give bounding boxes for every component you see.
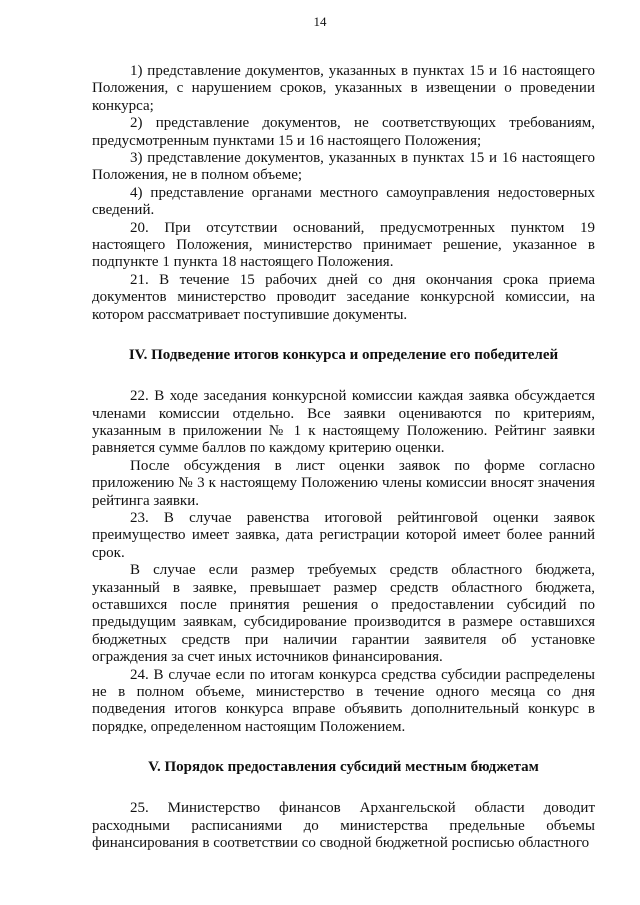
paragraph-22-evaluation: После обсуждения в лист оценки заявок по форме согласно приложению № 3 к настоящему Положению члены комиссии вносят значения рейтинга заявки. [92,457,595,509]
paragraph-19-3: 3) представление документов, указанных в пунктах 15 и 16 настоящего Положения, не в полном объеме; [92,150,595,184]
paragraph-22: 22. В ходе заседания конкурсной комиссии каждая заявка обсуждается членами комиссии отдельно. Все заявки оцениваются по критериям, указанным в приложении № 1 к настоящему Положению. Рейтинг заявки равняется сумме баллов по каждому критерию оценки. [92,388,595,457]
paragraph-19-1: 1) представление документов, указанных в пунктах 15 и 16 настоящего Положения, с нарушением сроков, указанных в извещении о проведении конкурса; [92,63,595,114]
paragraph-19-4: 4) представление органами местного самоуправления недостоверных сведений. [92,184,595,219]
paragraph-20: 20. При отсутствии оснований, предусмотренных пунктом 19 настоящего Положения, министерство принимает решение, указанное в подпункте 1 пункта 18 настоящего Положения. [92,219,595,271]
paragraph-24: 24. В случае если по итогам конкурса средства субсидии распределены не в полном объеме, министерство в течение одного месяца со дня подведения итогов конкурса вправе объявить дополнительный конкурс в порядке, определенном настоящим Положением. [92,666,595,735]
paragraph-25: 25. Министерство финансов Архангельской области доводит расходными расписаниями до министерства предельные объемы финансирования в соответствии со сводной бюджетной росписью областного [92,800,595,852]
paragraph-19-2: 2) представление документов, не соответствующих требованиям, предусмотренным пунктами 15 и 16 настоящего Положения; [92,115,595,149]
paragraph-23: 23. В случае равенства итоговой рейтинговой оценки заявок преимущество имеет заявка, дата регистрации которой имеет более ранний срок. [92,509,595,561]
page-number: 14 [313,14,327,29]
paragraph-21: 21. В течение 15 рабочих дней со дня окончания срока приема документов министерство проводит заседание конкурсной комиссии, на котором рассматривает поступившие документы. [92,271,595,323]
document-body [92,63,595,852]
section-heading-v: V. Порядок предоставления субсидий местным бюджетам [148,759,539,776]
section-heading-iv: IV. Подведение итогов конкурса и определение его победителей [128,347,559,364]
paragraph-23-budget: В случае если размер требуемых средств областного бюджета, указанный в заявке, превышает размер средств областного бюджета, оставшихся после принятия решения о предоставлении субсидий по предыдущим заявкам, субсидирование производится в размере оставшихся бюджетных средств при наличии гарантии заявителя об установке ограждения за счет иных источников финансирования. [92,562,595,666]
